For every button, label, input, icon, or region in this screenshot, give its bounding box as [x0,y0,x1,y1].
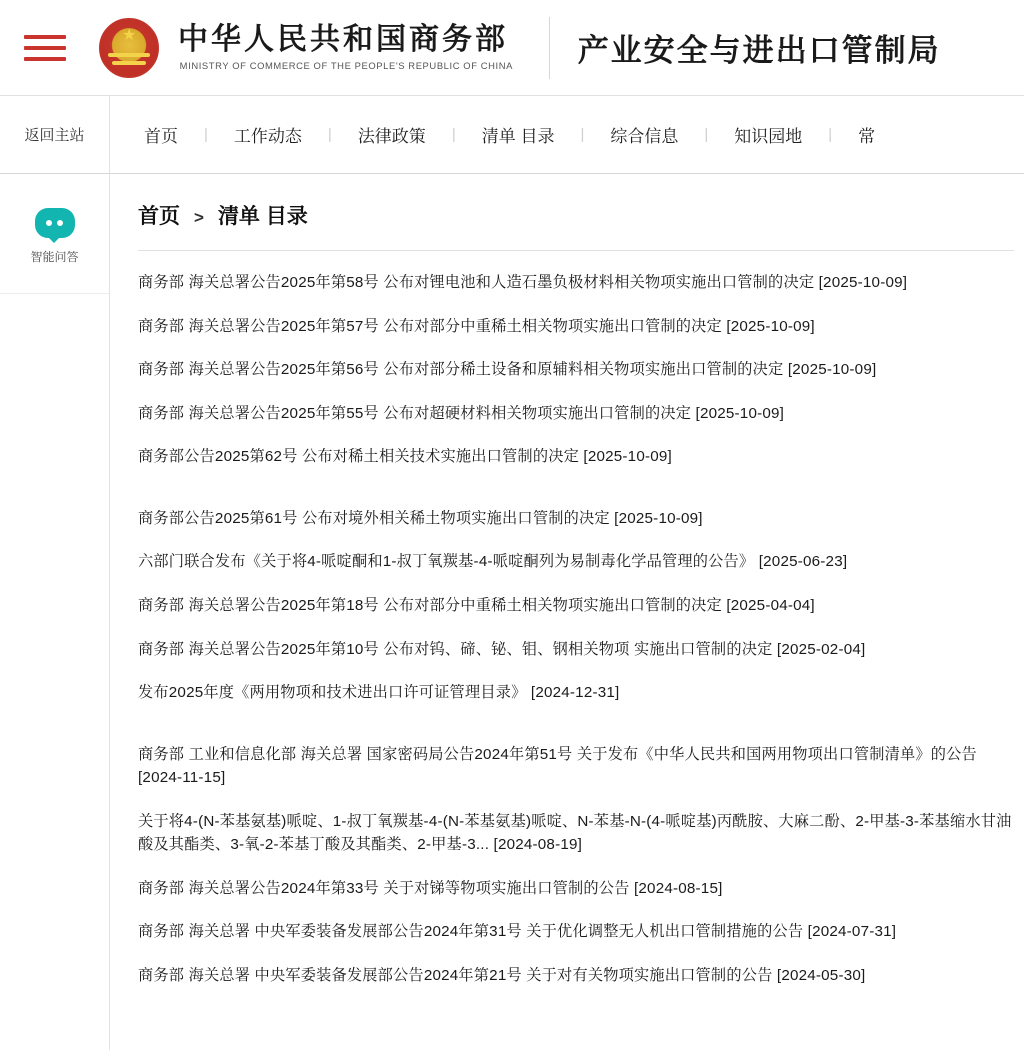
list-item[interactable]: 商务部公告2025第62号 公布对稀土相关技术实施出口管制的决定 [2025-10-09] [138,448,672,466]
nav-separator: | [451,126,456,143]
site-header [0,0,1024,96]
breadcrumb-separator: > [194,208,204,227]
breadcrumb-home[interactable]: 首页 [138,205,180,228]
list-item[interactable]: 商务部 海关总署公告2025年第10号 公布对钨、碲、铋、钼、钢相关物项 实施出口管制的决定 [2025-02-04] [138,640,866,658]
list-item[interactable]: 商务部 工业和信息化部 海关总署 国家密码局公告2024年第51号 关于发布《中华人民共和国两用物项出口管制清单》的公告 [2024-11-15] [138,745,977,787]
list-item[interactable]: 商务部公告2025第61号 公布对境外相关稀土物项实施出口管制的决定 [2025-10-09] [138,509,703,527]
header-divider [549,17,550,79]
nav-separator: | [828,126,833,143]
sidebar-item-smart-qa[interactable] [0,208,109,294]
nav-item-list-catalog[interactable]: 清单 目录 [481,127,555,146]
announcement-list [110,251,1024,998]
list-item[interactable]: 六部门联合发布《关于将4-哌啶酮和1-叔丁氧羰基-4-哌啶酮列为易制毒化学品管理的公告》 [2025-06-23] [138,553,848,571]
page-body [0,174,1024,1050]
list-item[interactable]: 商务部 海关总署公告2025年第55号 公布对超硬材料相关物项实施出口管制的决定 [2025-10-09] [138,404,785,422]
breadcrumb-current: 清单 目录 [217,205,308,228]
list-item[interactable]: 商务部 海关总署公告2025年第56号 公布对部分稀土设备和原辅料相关物项实施出口管制的决定 [2025-10-09] [138,361,877,379]
nav-item-home[interactable]: 首页 [144,127,178,146]
list-item[interactable]: 商务部 海关总署 中央军委装备发展部公告2024年第31号 关于优化调整无人机出口管制措施的公告 [2024-07-31] [138,923,897,941]
sidebar-item-label: 智能问答 [30,250,79,264]
nav-separator: | [204,126,208,143]
bureau-title: 产业安全与进出口管制局 [577,33,941,68]
nav-item-knowledge-garden[interactable]: 知识园地 [734,127,803,146]
nav-separator: | [327,126,332,143]
nav-separator: | [704,126,709,143]
nav-item-comprehensive-info[interactable]: 综合信息 [610,127,679,146]
chat-bot-icon [35,208,75,238]
list-item[interactable]: 商务部 海关总署公告2025年第57号 公布对部分中重稀土相关物项实施出口管制的决定 [2025-10-09] [138,317,815,335]
main-nav [0,96,1024,174]
list-item[interactable]: 商务部 海关总署公告2025年第58号 公布对锂电池和人造石墨负极材料相关物项实施出口管制的决定 [2025-10-09] [138,274,908,291]
nav-item-faq[interactable]: 常 [858,127,876,146]
nav-back-to-main-site[interactable]: 返回主站 [0,96,110,173]
nav-item-laws-policies[interactable]: 法律政策 [357,127,426,146]
ministry-title-en: MINISTRY OF COMMERCE OF THE PEOPLE'S REPUBLIC OF CHINA [179,61,514,72]
list-item[interactable]: 发布2025年度《两用物项和技术进出口许可证管理目录》 [2024-12-31] [138,684,620,702]
main-content [110,174,1024,1050]
left-sidebar [0,174,110,1050]
list-item[interactable]: 商务部 海关总署公告2024年第33号 关于对锑等物项实施出口管制的公告 [2024-08-15] [138,879,723,897]
nav-item-work-updates[interactable]: 工作动态 [233,127,302,146]
national-emblem-icon: ★ [96,15,162,81]
nav-item-list [110,96,1024,173]
ministry-title-cn: 中华人民共和国商务部 [178,23,508,56]
breadcrumb [138,200,1024,250]
hamburger-icon[interactable] [24,35,86,61]
list-item[interactable]: 商务部 海关总署 中央军委装备发展部公告2024年第21号 关于对有关物项实施出口管制的公告 [2024-05-30] [138,967,866,984]
nav-separator: | [580,126,585,143]
list-item[interactable]: 商务部 海关总署公告2025年第18号 公布对部分中重稀土相关物项实施出口管制的决定 [2025-04-04] [138,596,815,614]
ministry-title-block [178,23,515,72]
list-item[interactable]: 关于将4-(N-苯基氨基)哌啶、1-叔丁氧羰基-4-(N-苯基氨基)哌啶、N-苯基-N-(4-哌啶基)丙酰胺、大麻二酚、2-甲基-3-苯基缩水甘油酸及其酯类、3-氧-2-苯基丁酸及其酯类、2-甲基-3... [2024-08-19] [138,812,1012,854]
